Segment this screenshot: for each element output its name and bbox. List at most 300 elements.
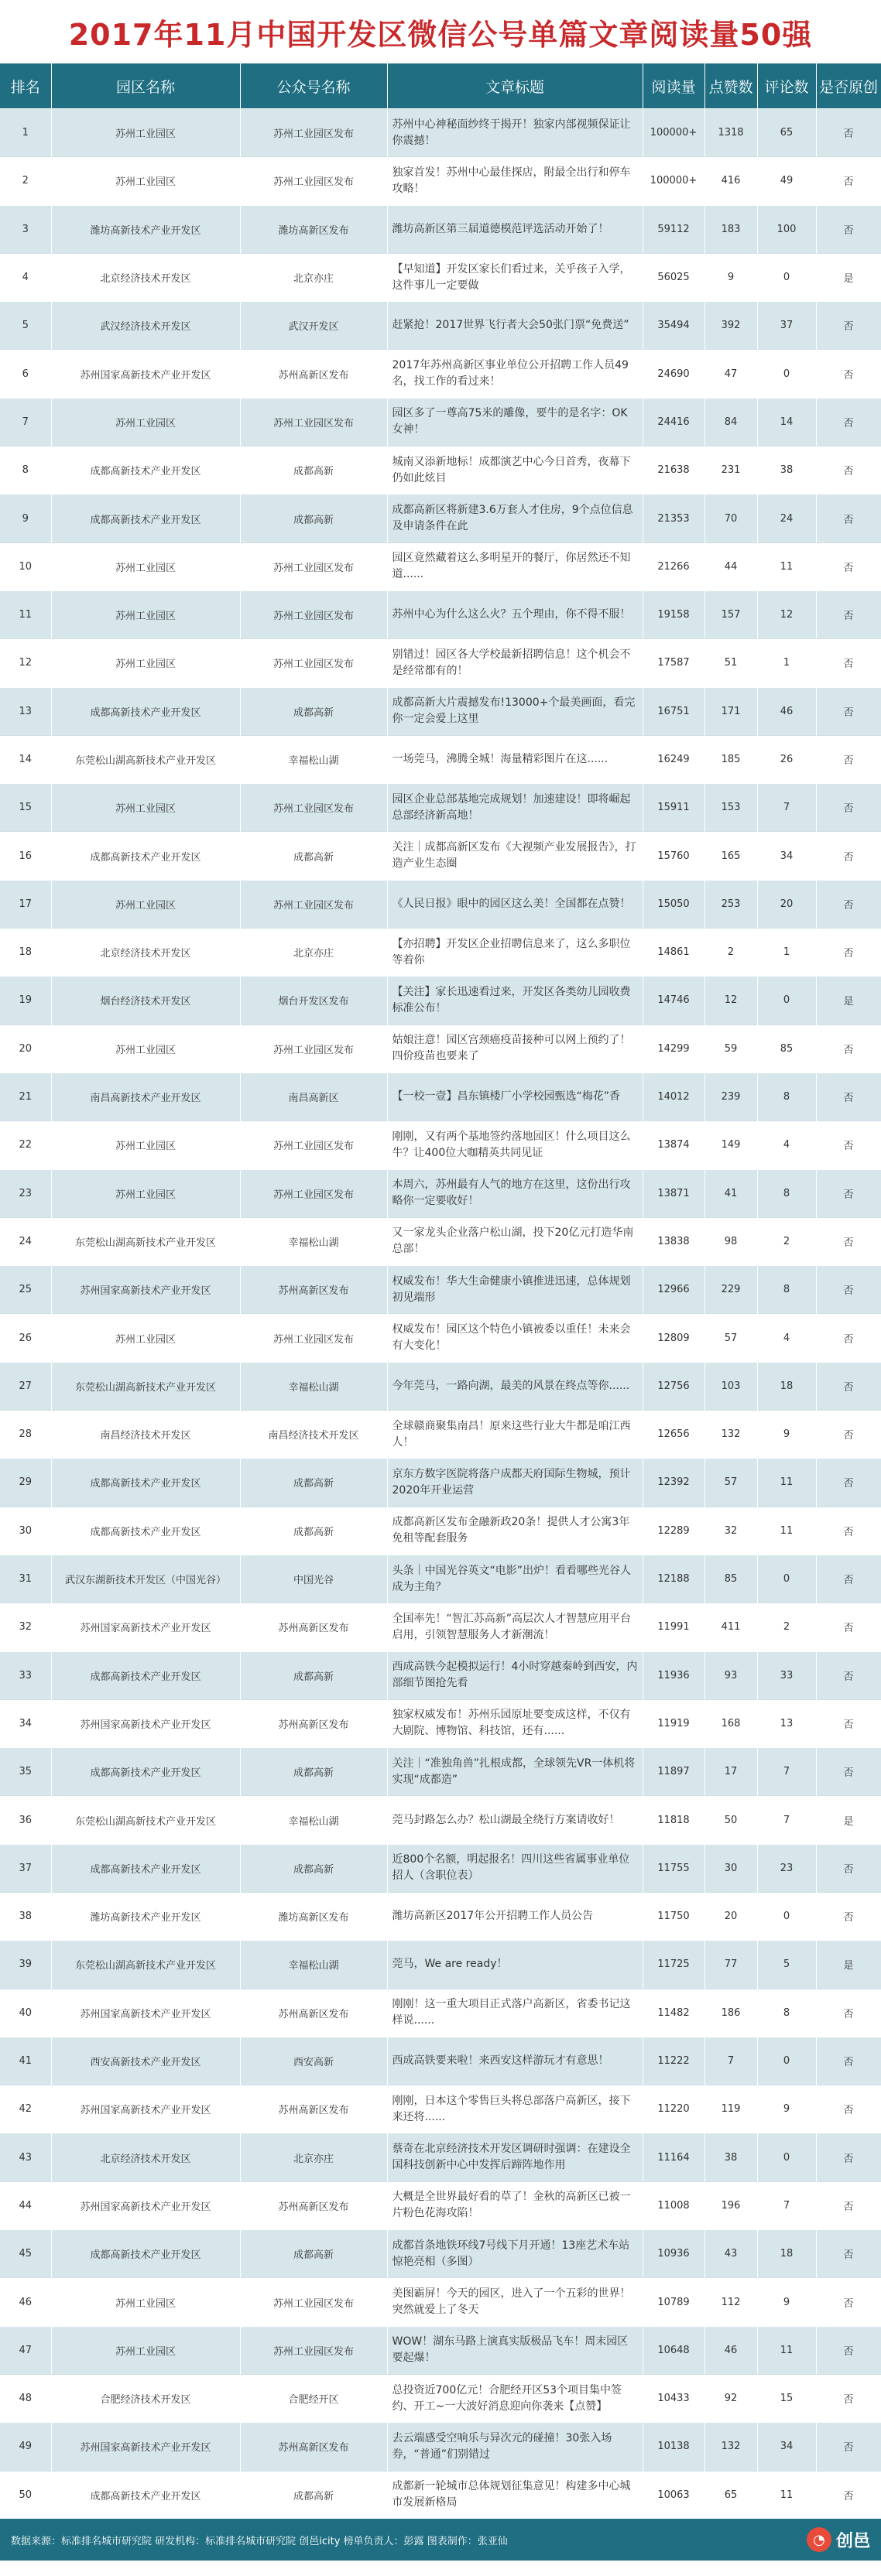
cell-comments: 0 [757,350,816,398]
cell-reads: 21638 [643,446,704,494]
cell-account: 南昌经济技术开发区 [240,1411,387,1459]
cell-park: 苏州工业园区 [51,1169,240,1217]
cell-original: 否 [816,687,881,735]
cell-account: 幸福松山湖 [240,1362,387,1410]
cell-likes: 93 [704,1651,757,1699]
cell-original: 否 [816,1748,881,1796]
cell-comments: 65 [757,109,816,157]
cell-account: 苏州工业园区发布 [240,109,387,157]
cell-account: 苏州工业园区发布 [240,2326,387,2374]
cell-likes: 98 [704,1217,757,1265]
cell-comments: 8 [757,1989,816,2037]
cell-account: 苏州高新区发布 [240,1603,387,1651]
cell-rank: 39 [0,1941,51,1989]
cell-account: 苏州工业园区发布 [240,398,387,446]
cell-account: 幸福松山湖 [240,1941,387,1989]
cell-comments: 38 [757,446,816,494]
cell-account: 苏州工业园区发布 [240,590,387,638]
cell-rank: 47 [0,2326,51,2374]
cell-original: 否 [816,2278,881,2326]
cell-original: 否 [816,2374,881,2422]
cell-rank: 41 [0,2037,51,2085]
cell-rank: 31 [0,1555,51,1603]
cell-park: 苏州工业园区 [51,2326,240,2374]
cell-reads: 15760 [643,832,704,880]
cell-reads: 11755 [643,1844,704,1892]
cell-reads: 11936 [643,1651,704,1699]
cell-park: 苏州国家高新技术产业开发区 [51,350,240,398]
footer-text: 数据来源：标准排名城市研究院 研发机构：标准排名城市研究院 创邑icity 榜单负责人：彭露 图表制作：张亚仙 [11,2535,508,2547]
cell-rank: 2 [0,157,51,205]
title-bar [0,0,881,63]
cell-comments: 13 [757,1699,816,1747]
table-row [0,832,881,880]
cell-rank: 16 [0,832,51,880]
cell-rank: 12 [0,639,51,687]
cell-likes: 2 [704,929,757,977]
cell-comments: 0 [757,2037,816,2085]
cell-park: 东莞松山湖高新技术产业开发区 [51,1217,240,1265]
cell-article: 大概是全世界最好看的草了！金秋的高新区已被一片粉色花海攻陷！ [387,2181,643,2229]
cell-likes: 50 [704,1796,757,1844]
cell-comments: 11 [757,2471,816,2519]
cell-comments: 0 [757,977,816,1025]
cell-reads: 21353 [643,494,704,542]
cell-rank: 22 [0,1121,51,1169]
cell-article: 成都首条地铁环线7号线下月开通！13座艺术车站惊艳亮相（多图） [387,2230,643,2278]
cell-comments: 4 [757,1314,816,1362]
cell-original: 否 [816,1411,881,1459]
cell-rank: 18 [0,929,51,977]
cell-reads: 15050 [643,880,704,928]
cell-likes: 196 [704,2181,757,2229]
cell-article: 成都新一轮城市总体规划征集意见！构建多中心城市发展新格局 [387,2471,643,2519]
cell-rank: 28 [0,1411,51,1459]
cell-likes: 32 [704,1507,757,1555]
cell-rank: 36 [0,1796,51,1844]
cell-comments: 0 [757,253,816,301]
cell-reads: 21266 [643,542,704,590]
cell-comments: 15 [757,2374,816,2422]
cell-account: 成都高新 [240,2471,387,2519]
cell-likes: 165 [704,832,757,880]
cell-likes: 59 [704,1025,757,1072]
cell-reads: 11482 [643,1989,704,2037]
cell-original: 否 [816,1121,881,1169]
cell-account: 幸福松山湖 [240,735,387,783]
cell-article: 一场莞马，沸腾全城！海量精彩图片在这...... [387,735,643,783]
cell-original: 否 [816,109,881,157]
cell-original: 否 [816,302,881,350]
cell-account: 苏州高新区发布 [240,2085,387,2133]
cell-rank: 38 [0,1892,51,1940]
table-row [0,1603,881,1651]
cell-original: 否 [816,2181,881,2229]
table-row [0,1699,881,1747]
cell-rank: 46 [0,2278,51,2326]
cell-article: 刚刚！这一重大项目正式落户高新区，省委书记这样说...... [387,1989,643,2037]
cell-original: 否 [816,1025,881,1072]
table-row [0,590,881,638]
cell-rank: 10 [0,542,51,590]
cell-comments: 2 [757,1603,816,1651]
cell-park: 成都高新技术产业开发区 [51,2230,240,2278]
cell-article: 别错过！园区各大学校最新招聘信息！这个机会不是经常都有的！ [387,639,643,687]
cell-rank: 14 [0,735,51,783]
cell-likes: 92 [704,2374,757,2422]
cell-article: 关注｜成都高新区发布《大视频产业发展报告》，打造产业生态圈 [387,832,643,880]
cell-reads: 14746 [643,977,704,1025]
header-account: 公众号名称 [240,63,387,109]
cell-original: 否 [816,929,881,977]
cell-park: 北京经济技术开发区 [51,2133,240,2181]
cell-rank: 34 [0,1699,51,1747]
cell-account: 苏州工业园区发布 [240,1169,387,1217]
cell-original: 否 [816,494,881,542]
cell-account: 成都高新 [240,494,387,542]
cell-rank: 42 [0,2085,51,2133]
cell-account: 苏州高新区发布 [240,1989,387,2037]
cell-rank: 37 [0,1844,51,1892]
cell-account: 幸福松山湖 [240,1217,387,1265]
cell-account: 北京亦庄 [240,929,387,977]
cell-likes: 171 [704,687,757,735]
cell-likes: 132 [704,2423,757,2471]
cell-park: 苏州工业园区 [51,639,240,687]
cell-reads: 14861 [643,929,704,977]
cell-original: 否 [816,1314,881,1362]
cell-park: 苏州工业园区 [51,784,240,832]
cell-article: 城南又添新地标！成都演艺中心今日首秀，夜幕下仍如此炫目 [387,446,643,494]
table-row [0,1072,881,1120]
cell-original: 否 [816,542,881,590]
cell-rank: 48 [0,2374,51,2422]
cell-reads: 12392 [643,1459,704,1507]
cell-park: 西安高新技术产业开发区 [51,2037,240,2085]
cell-park: 武汉经济技术开发区 [51,302,240,350]
cell-likes: 38 [704,2133,757,2181]
table-row [0,109,881,157]
cell-park: 东莞松山湖高新技术产业开发区 [51,1941,240,1989]
cell-likes: 392 [704,302,757,350]
cell-account: 成都高新 [240,832,387,880]
cell-reads: 10789 [643,2278,704,2326]
cell-account: 苏州工业园区发布 [240,157,387,205]
cell-account: 苏州工业园区发布 [240,1121,387,1169]
cell-account: 苏州高新区发布 [240,1266,387,1314]
table-row [0,542,881,590]
cell-original: 否 [816,1072,881,1120]
cell-likes: 43 [704,2230,757,2278]
cell-likes: 185 [704,735,757,783]
cell-rank: 44 [0,2181,51,2229]
cell-park: 成都高新技术产业开发区 [51,1507,240,1555]
cell-likes: 411 [704,1603,757,1651]
cell-account: 成都高新 [240,446,387,494]
cell-account: 成都高新 [240,1748,387,1796]
cell-comments: 7 [757,784,816,832]
header-original: 是否原创 [816,63,881,109]
cell-likes: 149 [704,1121,757,1169]
cell-park: 苏州国家高新技术产业开发区 [51,2423,240,2471]
cell-original: 否 [816,1266,881,1314]
table-row [0,398,881,446]
cell-comments: 8 [757,1266,816,1314]
cell-account: 苏州工业园区发布 [240,2278,387,2326]
cell-rank: 23 [0,1169,51,1217]
cell-comments: 18 [757,1362,816,1410]
cell-likes: 30 [704,1844,757,1892]
cell-article: 莞马封路怎么办？松山湖最全绕行方案请收好！ [387,1796,643,1844]
header-comments: 评论数 [757,63,816,109]
cell-account: 北京亦庄 [240,253,387,301]
table-row [0,1748,881,1796]
table-row [0,302,881,350]
cell-account: 中国光谷 [240,1555,387,1603]
table-row [0,639,881,687]
cell-comments: 11 [757,1459,816,1507]
cell-reads: 12809 [643,1314,704,1362]
cell-likes: 153 [704,784,757,832]
table-row [0,1217,881,1265]
table-header-row [0,63,881,109]
table-row [0,2230,881,2278]
cell-article: 今年莞马，一路向湖，最美的风景在终点等你...... [387,1362,643,1410]
cell-comments: 7 [757,2181,816,2229]
table-row [0,929,881,977]
cell-original: 否 [816,2133,881,2181]
cell-comments: 12 [757,590,816,638]
table-row [0,157,881,205]
cell-rank: 24 [0,1217,51,1265]
cell-reads: 13838 [643,1217,704,1265]
cell-park: 成都高新技术产业开发区 [51,2471,240,2519]
cell-rank: 1 [0,109,51,157]
cell-comments: 49 [757,157,816,205]
table-row [0,2326,881,2374]
cell-reads: 11818 [643,1796,704,1844]
cell-comments: 9 [757,1411,816,1459]
cell-rank: 32 [0,1603,51,1651]
cell-article: 权威发布！园区这个特色小镇被委以重任！未来会有大变化！ [387,1314,643,1362]
cell-original: 否 [816,1844,881,1892]
cell-reads: 59112 [643,205,704,253]
cell-comments: 46 [757,687,816,735]
table-row [0,1314,881,1362]
cell-article: 去云端感受空响乐与异次元的碰撞！30张入场券，“普通”们别错过 [387,2423,643,2471]
cell-account: 苏州工业园区发布 [240,1314,387,1362]
cell-likes: 157 [704,590,757,638]
cell-reads: 12756 [643,1362,704,1410]
cell-park: 苏州国家高新技术产业开发区 [51,2181,240,2229]
cell-park: 潍坊高新技术产业开发区 [51,205,240,253]
cell-original: 否 [816,2326,881,2374]
cell-likes: 65 [704,2471,757,2519]
table-row [0,1025,881,1072]
cell-article: WOW！湖东马路上演真实版极品飞车！周末园区要起爆！ [387,2326,643,2374]
cell-rank: 15 [0,784,51,832]
table-row [0,1121,881,1169]
cell-park: 苏州国家高新技术产业开发区 [51,1989,240,2037]
cell-article: 蔡奇在北京经济技术开发区调研时强调：在建设全国科技创新中心中发挥后蹄阵地作用 [387,2133,643,2181]
cell-account: 苏州高新区发布 [240,350,387,398]
cell-article: 本周六，苏州最有人气的地方在这里，这份出行攻略你一定要收好！ [387,1169,643,1217]
cell-rank: 30 [0,1507,51,1555]
cell-park: 武汉东湖新技术开发区（中国光谷） [51,1555,240,1603]
footer [0,2519,881,2561]
cell-likes: 1318 [704,109,757,157]
table-row [0,1844,881,1892]
cell-reads: 11220 [643,2085,704,2133]
cell-park: 苏州国家高新技术产业开发区 [51,2085,240,2133]
cell-reads: 100000+ [643,157,704,205]
cell-park: 苏州工业园区 [51,590,240,638]
cell-article: 园区企业总部基地完成规划！加速建设！即将崛起总部经济新高地！ [387,784,643,832]
cell-comments: 9 [757,2085,816,2133]
cell-likes: 103 [704,1362,757,1410]
cell-article: 潍坊高新区第三届道德模范评选活动开始了！ [387,205,643,253]
cell-original: 否 [816,880,881,928]
cell-account: 成都高新 [240,1507,387,1555]
cell-article: 西成高铁今起模拟运行！4小时穿越秦岭到西安，内部细节图抢先看 [387,1651,643,1699]
cell-article: 苏州中心为什么这么火？五个理由，你不得不服！ [387,590,643,638]
cell-reads: 13871 [643,1169,704,1217]
cell-comments: 1 [757,639,816,687]
cell-account: 苏州工业园区发布 [240,880,387,928]
cell-rank: 49 [0,2423,51,2471]
cell-account: 苏州工业园区发布 [240,1025,387,1072]
cell-rank: 45 [0,2230,51,2278]
cell-likes: 186 [704,1989,757,2037]
cell-likes: 17 [704,1748,757,1796]
cell-article: 独家权威发布！苏州乐园原址要变成这样，不仅有大剧院、博物馆、科技馆，还有...... [387,1699,643,1747]
cell-original: 否 [816,1651,881,1699]
cell-park: 成都高新技术产业开发区 [51,1459,240,1507]
cell-article: 近800个名额，明起报名！四川这些省属事业单位招人（含职位表） [387,1844,643,1892]
cell-rank: 7 [0,398,51,446]
cell-account: 成都高新 [240,1651,387,1699]
table-row [0,880,881,928]
cell-account: 苏州工业园区发布 [240,639,387,687]
cell-likes: 231 [704,446,757,494]
cell-original: 否 [816,2085,881,2133]
cell-park: 北京经济技术开发区 [51,253,240,301]
cell-reads: 10936 [643,2230,704,2278]
cell-comments: 5 [757,1941,816,1989]
cell-article: 头条｜中国光谷英文“电影”出炉！看看哪些光谷人成为主角？ [387,1555,643,1603]
cell-reads: 13874 [643,1121,704,1169]
cell-park: 苏州工业园区 [51,1121,240,1169]
cell-rank: 19 [0,977,51,1025]
cell-account: 成都高新 [240,2230,387,2278]
cell-reads: 11725 [643,1941,704,1989]
cell-account: 烟台开发区发布 [240,977,387,1025]
cell-comments: 0 [757,1892,816,1940]
cell-park: 东莞松山湖高新技术产业开发区 [51,1796,240,1844]
cell-reads: 100000+ [643,109,704,157]
cell-likes: 416 [704,157,757,205]
cell-comments: 34 [757,2423,816,2471]
cell-article: 潍坊高新区2017年公开招聘工作人员公告 [387,1892,643,1940]
cell-rank: 29 [0,1459,51,1507]
cell-likes: 132 [704,1411,757,1459]
cell-comments: 26 [757,735,816,783]
cell-rank: 11 [0,590,51,638]
cell-original: 否 [816,350,881,398]
table-row [0,2085,881,2133]
cell-reads: 24416 [643,398,704,446]
cell-comments: 11 [757,1507,816,1555]
table-row [0,1892,881,1940]
cell-account: 合肥经开区 [240,2374,387,2422]
cell-comments: 4 [757,1121,816,1169]
cell-original: 否 [816,157,881,205]
table-row [0,2374,881,2422]
cell-likes: 51 [704,639,757,687]
cell-rank: 3 [0,205,51,253]
cell-reads: 35494 [643,302,704,350]
header-rank: 排名 [0,63,51,109]
cell-rank: 9 [0,494,51,542]
cell-likes: 46 [704,2326,757,2374]
cell-park: 成都高新技术产业开发区 [51,1748,240,1796]
header-likes: 点赞数 [704,63,757,109]
cell-park: 苏州工业园区 [51,1025,240,1072]
cell-account: 成都高新 [240,687,387,735]
cell-likes: 112 [704,2278,757,2326]
cell-park: 苏州工业园区 [51,880,240,928]
cell-original: 否 [816,398,881,446]
table-row [0,2471,881,2519]
table-row [0,494,881,542]
cell-article: 【亦招聘】开发区企业招聘信息来了，这么多职位等着你 [387,929,643,977]
cell-likes: 12 [704,977,757,1025]
cell-likes: 9 [704,253,757,301]
table-row [0,1411,881,1459]
logo [807,2527,870,2552]
cell-likes: 70 [704,494,757,542]
cell-likes: 119 [704,2085,757,2133]
table-row [0,2423,881,2471]
cell-original: 否 [816,1892,881,1940]
cell-reads: 15911 [643,784,704,832]
cell-comments: 33 [757,1651,816,1699]
cell-reads: 16751 [643,687,704,735]
cell-original: 否 [816,1507,881,1555]
cell-account: 北京亦庄 [240,2133,387,2181]
cell-comments: 24 [757,494,816,542]
cell-account: 苏州工业园区发布 [240,542,387,590]
cell-park: 潍坊高新技术产业开发区 [51,1892,240,1940]
cell-rank: 26 [0,1314,51,1362]
cell-account: 苏州高新区发布 [240,1699,387,1747]
cell-likes: 44 [704,542,757,590]
cell-comments: 8 [757,1169,816,1217]
cell-reads: 11991 [643,1603,704,1651]
table-row [0,1169,881,1217]
cell-park: 成都高新技术产业开发区 [51,832,240,880]
cell-original: 否 [816,639,881,687]
cell-reads: 11897 [643,1748,704,1796]
cell-reads: 14012 [643,1072,704,1120]
table-row [0,2133,881,2181]
cell-reads: 11164 [643,2133,704,2181]
cell-original: 否 [816,2230,881,2278]
cell-comments: 11 [757,542,816,590]
cell-comments: 85 [757,1025,816,1072]
cell-article: 美图霸屏！今天的园区，进入了一个五彩的世界！突然就爱上了冬天 [387,2278,643,2326]
cell-reads: 11750 [643,1892,704,1940]
